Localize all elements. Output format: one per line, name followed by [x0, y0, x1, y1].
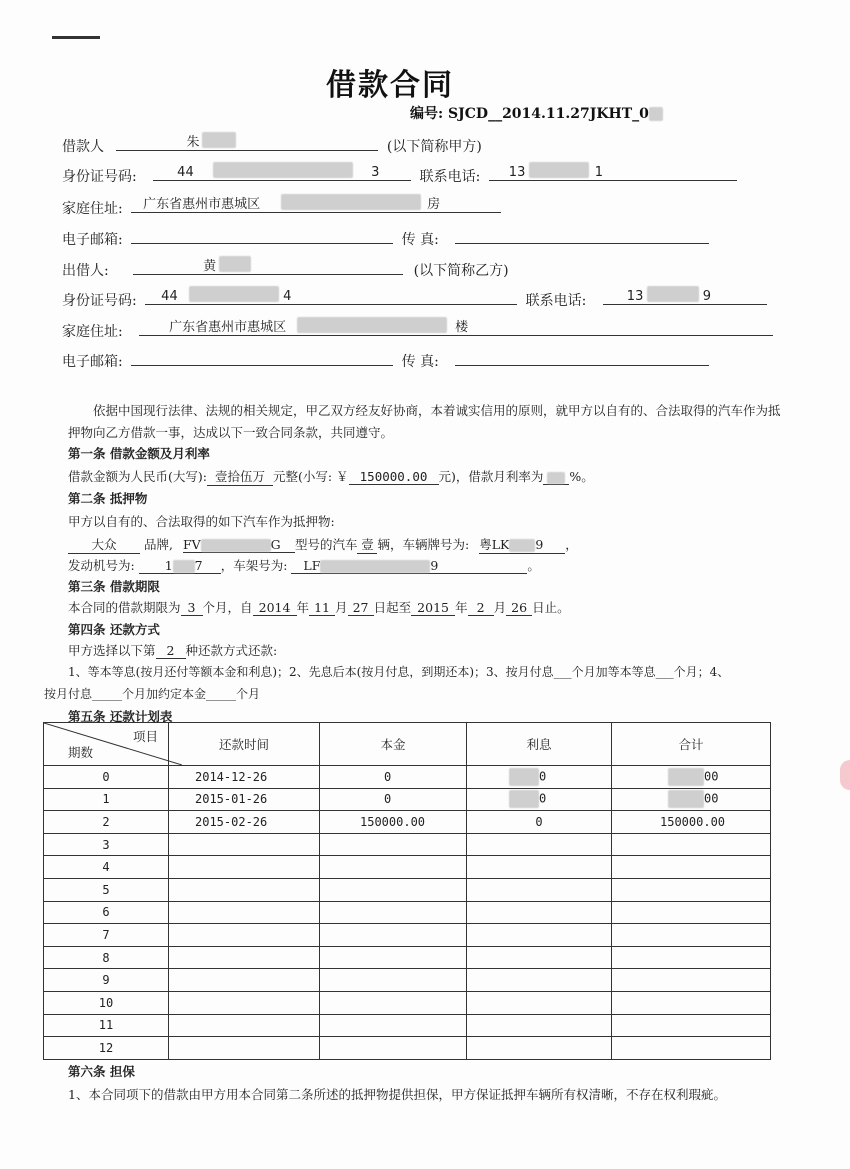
principal-cell: 150000.00	[320, 811, 467, 834]
article-1-text: 借款金额为人民币(大写): 壹拾伍万 元整(小写: ￥ 150000.00 元)，借款月利率为 %。	[68, 469, 594, 484]
redaction-mark	[509, 790, 539, 808]
total-cell: 00	[612, 766, 771, 789]
redaction-mark	[281, 194, 421, 210]
principal-cell	[320, 833, 467, 856]
article-2-engine: 发动机号为: 1 7 ，车架号为: LF 9 。	[68, 558, 540, 573]
borrower-email-row: 电子邮箱: 传 真:	[62, 226, 709, 249]
redaction-mark	[647, 286, 699, 302]
principal-cell	[320, 1037, 467, 1060]
redaction-mark	[173, 560, 195, 573]
table-row	[44, 924, 771, 947]
article-1-title: 第一条 借款金额及月利率	[68, 446, 210, 461]
table-row	[44, 856, 771, 879]
date-cell: 2015-01-26	[169, 788, 320, 811]
redaction-mark	[219, 256, 251, 272]
lender-name-row: 出借人: 黄 (以下简称乙方)	[62, 257, 509, 280]
total-cell	[612, 833, 771, 856]
principal-cell	[320, 856, 467, 879]
interest-cell: 0	[467, 811, 612, 834]
corner-mark	[52, 36, 100, 39]
interest-cell	[467, 969, 612, 992]
date-cell	[169, 878, 320, 901]
table-row	[44, 811, 771, 834]
header-cell-principal: 本金	[320, 723, 467, 766]
lender-id-row: 身份证号码: 44 4 联系电话: 13 9	[62, 287, 767, 310]
table-row	[44, 946, 771, 969]
lender-address-row: 家庭住址: 广东省惠州市惠城区 楼	[62, 318, 773, 341]
principal-cell	[320, 878, 467, 901]
redaction-mark	[668, 768, 704, 786]
total-cell: 150000.00	[612, 811, 771, 834]
period-cell: 7	[44, 924, 169, 947]
table-row	[44, 969, 771, 992]
period-cell: 9	[44, 969, 169, 992]
interest-cell	[467, 924, 612, 947]
redaction-mark	[509, 539, 535, 552]
redaction-mark	[547, 472, 565, 484]
date-cell	[169, 1014, 320, 1037]
table-row	[44, 833, 771, 856]
principal-cell	[320, 901, 467, 924]
period-cell: 11	[44, 1014, 169, 1037]
date-cell	[169, 969, 320, 992]
period-cell: 3	[44, 833, 169, 856]
diagonal-line	[44, 723, 182, 765]
article-3-title: 第三条 借款期限	[68, 579, 160, 594]
period-cell: 6	[44, 901, 169, 924]
redaction-mark	[201, 539, 271, 552]
redaction-mark	[529, 162, 589, 178]
interest-cell	[467, 946, 612, 969]
period-cell: 5	[44, 878, 169, 901]
interest-cell	[467, 1014, 612, 1037]
period-cell: 8	[44, 946, 169, 969]
principal-cell	[320, 946, 467, 969]
article-2-vehicle: 大众 品牌, FV G 型号的汽车 壹 辆，车辆牌号为: 粤LK 9 ，	[68, 535, 578, 554]
article-4-options: 1、等本等息(按月还付等额本金和利息)；2、先息后本(按月付息，到期还本)；3、按月付息___个月加等本等息___个月；4、	[68, 665, 730, 679]
table-row	[44, 991, 771, 1014]
redaction-mark	[320, 560, 430, 573]
lender-email-row: 电子邮箱: 传 真:	[62, 348, 709, 371]
principal-cell	[320, 924, 467, 947]
principal-cell	[320, 991, 467, 1014]
seal-edge	[840, 760, 850, 790]
date-cell	[169, 856, 320, 879]
interest-cell	[467, 856, 612, 879]
contract-number: 编号: SJCD__2014.11.27JKHT_0	[410, 103, 663, 123]
redaction-mark	[202, 132, 236, 148]
header-cell-item-period: 项目 期数	[44, 723, 169, 766]
date-cell: 2015-02-26	[169, 811, 320, 834]
interest-cell	[467, 878, 612, 901]
article-6-text: 1、本合同项下的借款由甲方用本合同第二条所述的抵押物提供担保，甲方保证抵押车辆所有权清晰，不存在权利瑕疵。	[68, 1087, 726, 1102]
interest-cell	[467, 833, 612, 856]
redaction-mark	[189, 286, 279, 302]
interest-cell: 0	[467, 766, 612, 789]
total-cell	[612, 901, 771, 924]
redaction-mark	[509, 768, 539, 786]
principal-cell	[320, 1014, 467, 1037]
principal-cell	[320, 969, 467, 992]
date-cell	[169, 1037, 320, 1060]
article-2-title: 第二条 抵押物	[68, 491, 148, 506]
date-cell	[169, 901, 320, 924]
redaction-mark	[297, 317, 447, 333]
total-cell: 00	[612, 788, 771, 811]
total-cell	[612, 878, 771, 901]
total-cell	[612, 946, 771, 969]
date-cell: 2014-12-26	[169, 766, 320, 789]
header-cell-interest: 利息	[467, 723, 612, 766]
table-row	[44, 878, 771, 901]
total-cell	[612, 969, 771, 992]
article-4-options-cont: 按月付息_____个月加约定本金_____个月	[44, 687, 261, 701]
date-cell	[169, 924, 320, 947]
interest-cell	[467, 901, 612, 924]
article-2-text: 甲方以自有的、合法取得的如下汽车作为抵押物:	[68, 514, 335, 529]
total-cell	[612, 856, 771, 879]
date-cell	[169, 991, 320, 1014]
intro-paragraph: 依据中国现行法律、法规的相关规定，甲乙双方经友好协商，本着诚实信用的原则，就甲方以自有的、合法取得的汽车作为抵押物向乙方借款一事，达成以下一致合同条款，共同遵守。	[68, 403, 781, 440]
total-cell	[612, 924, 771, 947]
table-row	[44, 766, 771, 789]
article-4-title: 第四条 还款方式	[68, 622, 160, 637]
borrower-id-row: 身份证号码: 44 3 联系电话: 13 1	[62, 163, 737, 186]
article-6-title: 第六条 担保	[68, 1064, 135, 1079]
total-cell	[612, 991, 771, 1014]
interest-cell	[467, 1037, 612, 1060]
period-cell: 12	[44, 1037, 169, 1060]
table-row	[44, 901, 771, 924]
period-cell: 10	[44, 991, 169, 1014]
repayment-table	[43, 722, 771, 1060]
article-5-title: 第五条 还款计划表	[68, 709, 173, 724]
header-cell-total: 合计	[612, 723, 771, 766]
period-cell: 4	[44, 856, 169, 879]
table-row	[44, 788, 771, 811]
principal-cell: 0	[320, 766, 467, 789]
table-row	[44, 1037, 771, 1060]
redaction-mark	[649, 107, 663, 121]
date-cell	[169, 833, 320, 856]
redaction-mark	[213, 162, 353, 178]
total-cell	[612, 1037, 771, 1060]
table-row	[44, 1014, 771, 1037]
principal-cell: 0	[320, 788, 467, 811]
interest-cell: 0	[467, 788, 612, 811]
period-cell: 0	[44, 766, 169, 789]
date-cell	[169, 946, 320, 969]
interest-cell	[467, 991, 612, 1014]
borrower-name-row: 借款人 朱 (以下简称甲方)	[62, 133, 482, 156]
repayment-table-body	[44, 766, 771, 1060]
redaction-mark	[668, 790, 704, 808]
borrower-address-row: 家庭住址: 广东省惠州市惠城区 房	[62, 195, 501, 218]
total-cell	[612, 1014, 771, 1037]
period-cell: 1	[44, 788, 169, 811]
period-cell: 2	[44, 811, 169, 834]
table-header-row	[44, 723, 771, 766]
article-3-text: 本合同的借款期限为 3 个月，自 2014 年 11 月 27 日起至 2015 年 2 月 26 日止。	[68, 600, 570, 615]
page-title: 借款合同	[326, 68, 454, 103]
article-4-choice: 甲方选择以下第 2 种还款方式还款:	[68, 643, 278, 658]
header-cell-date: 还款时间	[169, 723, 320, 766]
